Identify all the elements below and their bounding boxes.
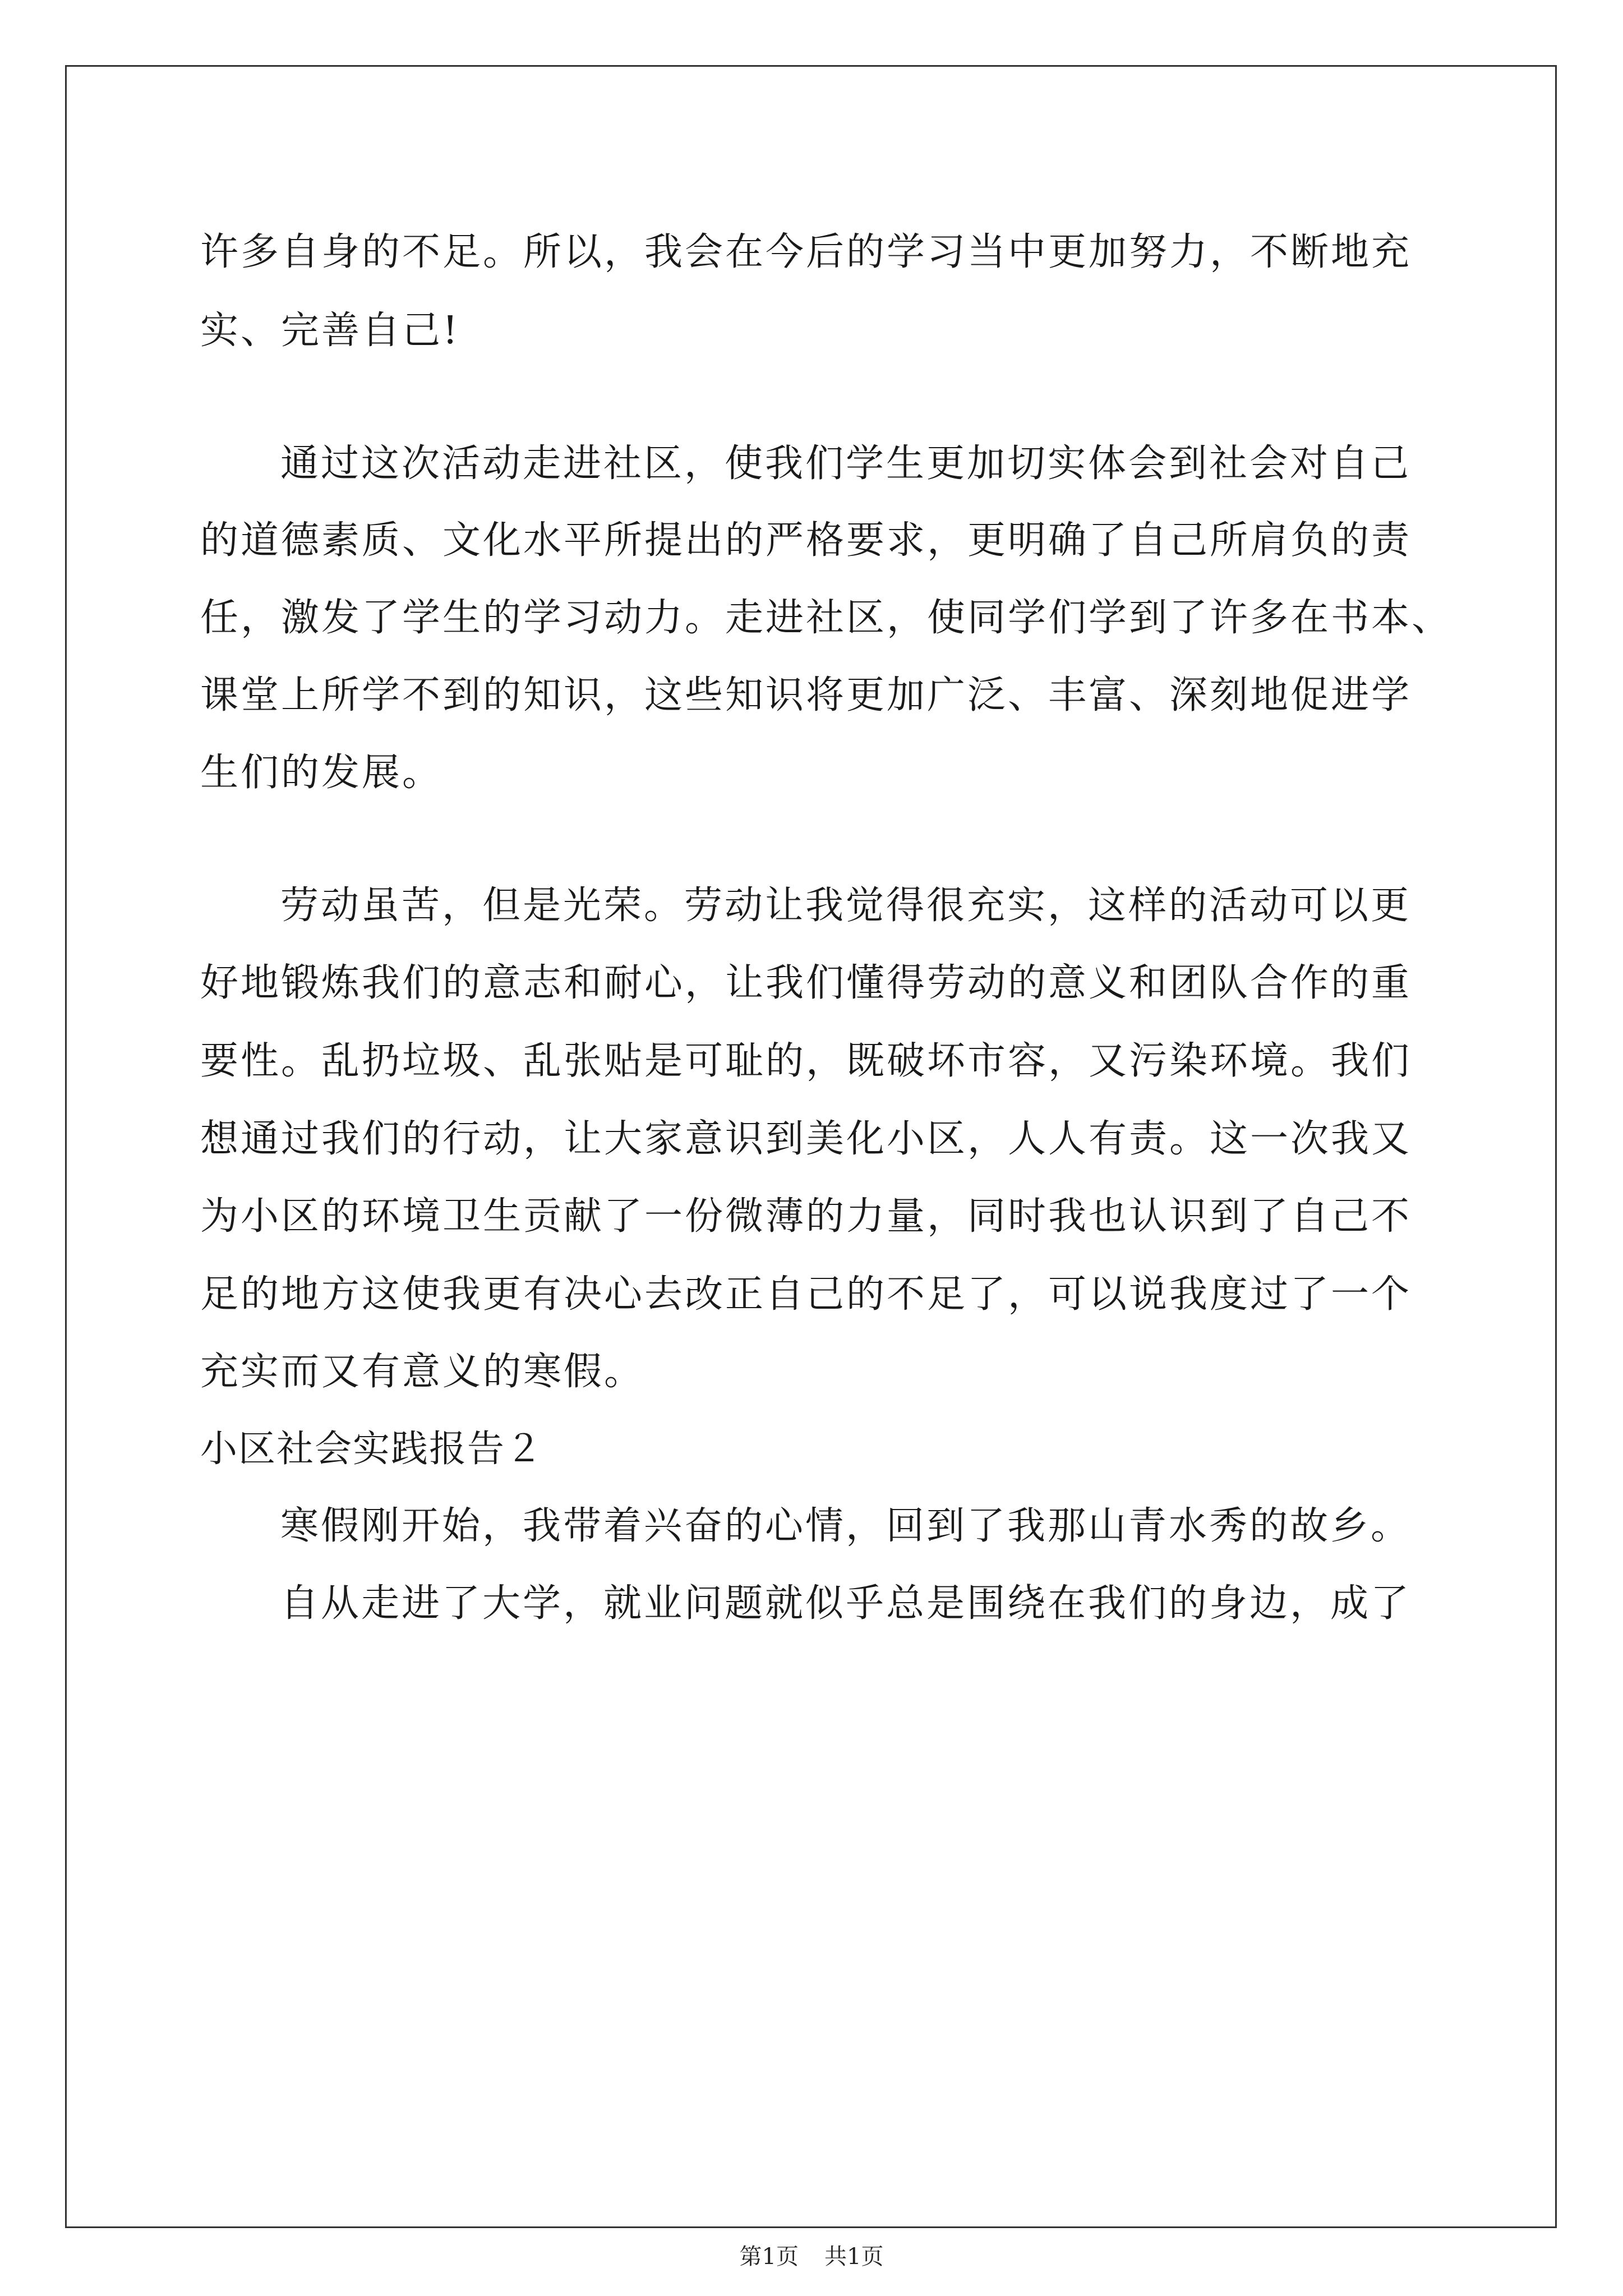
paragraph-start-line: 劳动虽苦，但是光荣。劳动让我觉得很充实，这样的活动可以更 xyxy=(280,884,1412,928)
body-line: 课堂上所学不到的知识，这些知识将更加广泛、丰富、深刻地促进学 xyxy=(200,673,1412,717)
body-line: 许多自身的不足。所以，我会在今后的学习当中更加努力，不断地充 xyxy=(200,230,1412,274)
body-line: 为小区的环境卫生贡献了一份微薄的力量，同时我也认识到了自己不 xyxy=(200,1194,1412,1239)
body-line: 任，激发了学生的学习动力。走进社区，使同学们学到了许多在书本、 xyxy=(200,596,1453,640)
body-line: 好地锻炼我们的意志和耐心，让我们懂得劳动的意义和团队合作的重 xyxy=(200,961,1412,1005)
body-line: 充实而又有意义的寒假。 xyxy=(200,1350,645,1394)
paragraph-start-line: 寒假刚开始，我带着兴奋的心情，回到了我那山青水秀的故乡。 xyxy=(280,1504,1412,1548)
page-total: 共1页 xyxy=(824,2244,884,2270)
body-line: 的道德素质、文化水平所提出的严格要求，更明确了自己所肩负的责 xyxy=(200,518,1412,563)
body-line: 实、完善自己! xyxy=(200,309,460,353)
section-heading: 小区社会实践报告２ xyxy=(200,1427,543,1470)
page-number: 第1页 xyxy=(739,2244,799,2270)
body-line: 足的地方这使我更有决心去改正自己的不足了，可以说我度过了一个 xyxy=(200,1272,1412,1317)
paragraph-start-line: 通过这次活动走进社区，使我们学生更加切实体会到社会对自己 xyxy=(280,441,1412,486)
body-line: 生们的发展。 xyxy=(200,751,443,795)
body-line: 要性。乱扔垃圾、乱张贴是可耻的，既破坏市容，又污染环境。我们 xyxy=(200,1039,1412,1083)
paragraph-start-line: 自从走进了大学，就业问题就似乎总是围绕在我们的身边，成了 xyxy=(280,1581,1412,1626)
page-footer xyxy=(0,2240,1623,2274)
body-line: 想通过我们的行动，让大家意识到美化小区，人人有责。这一次我又 xyxy=(200,1117,1412,1161)
